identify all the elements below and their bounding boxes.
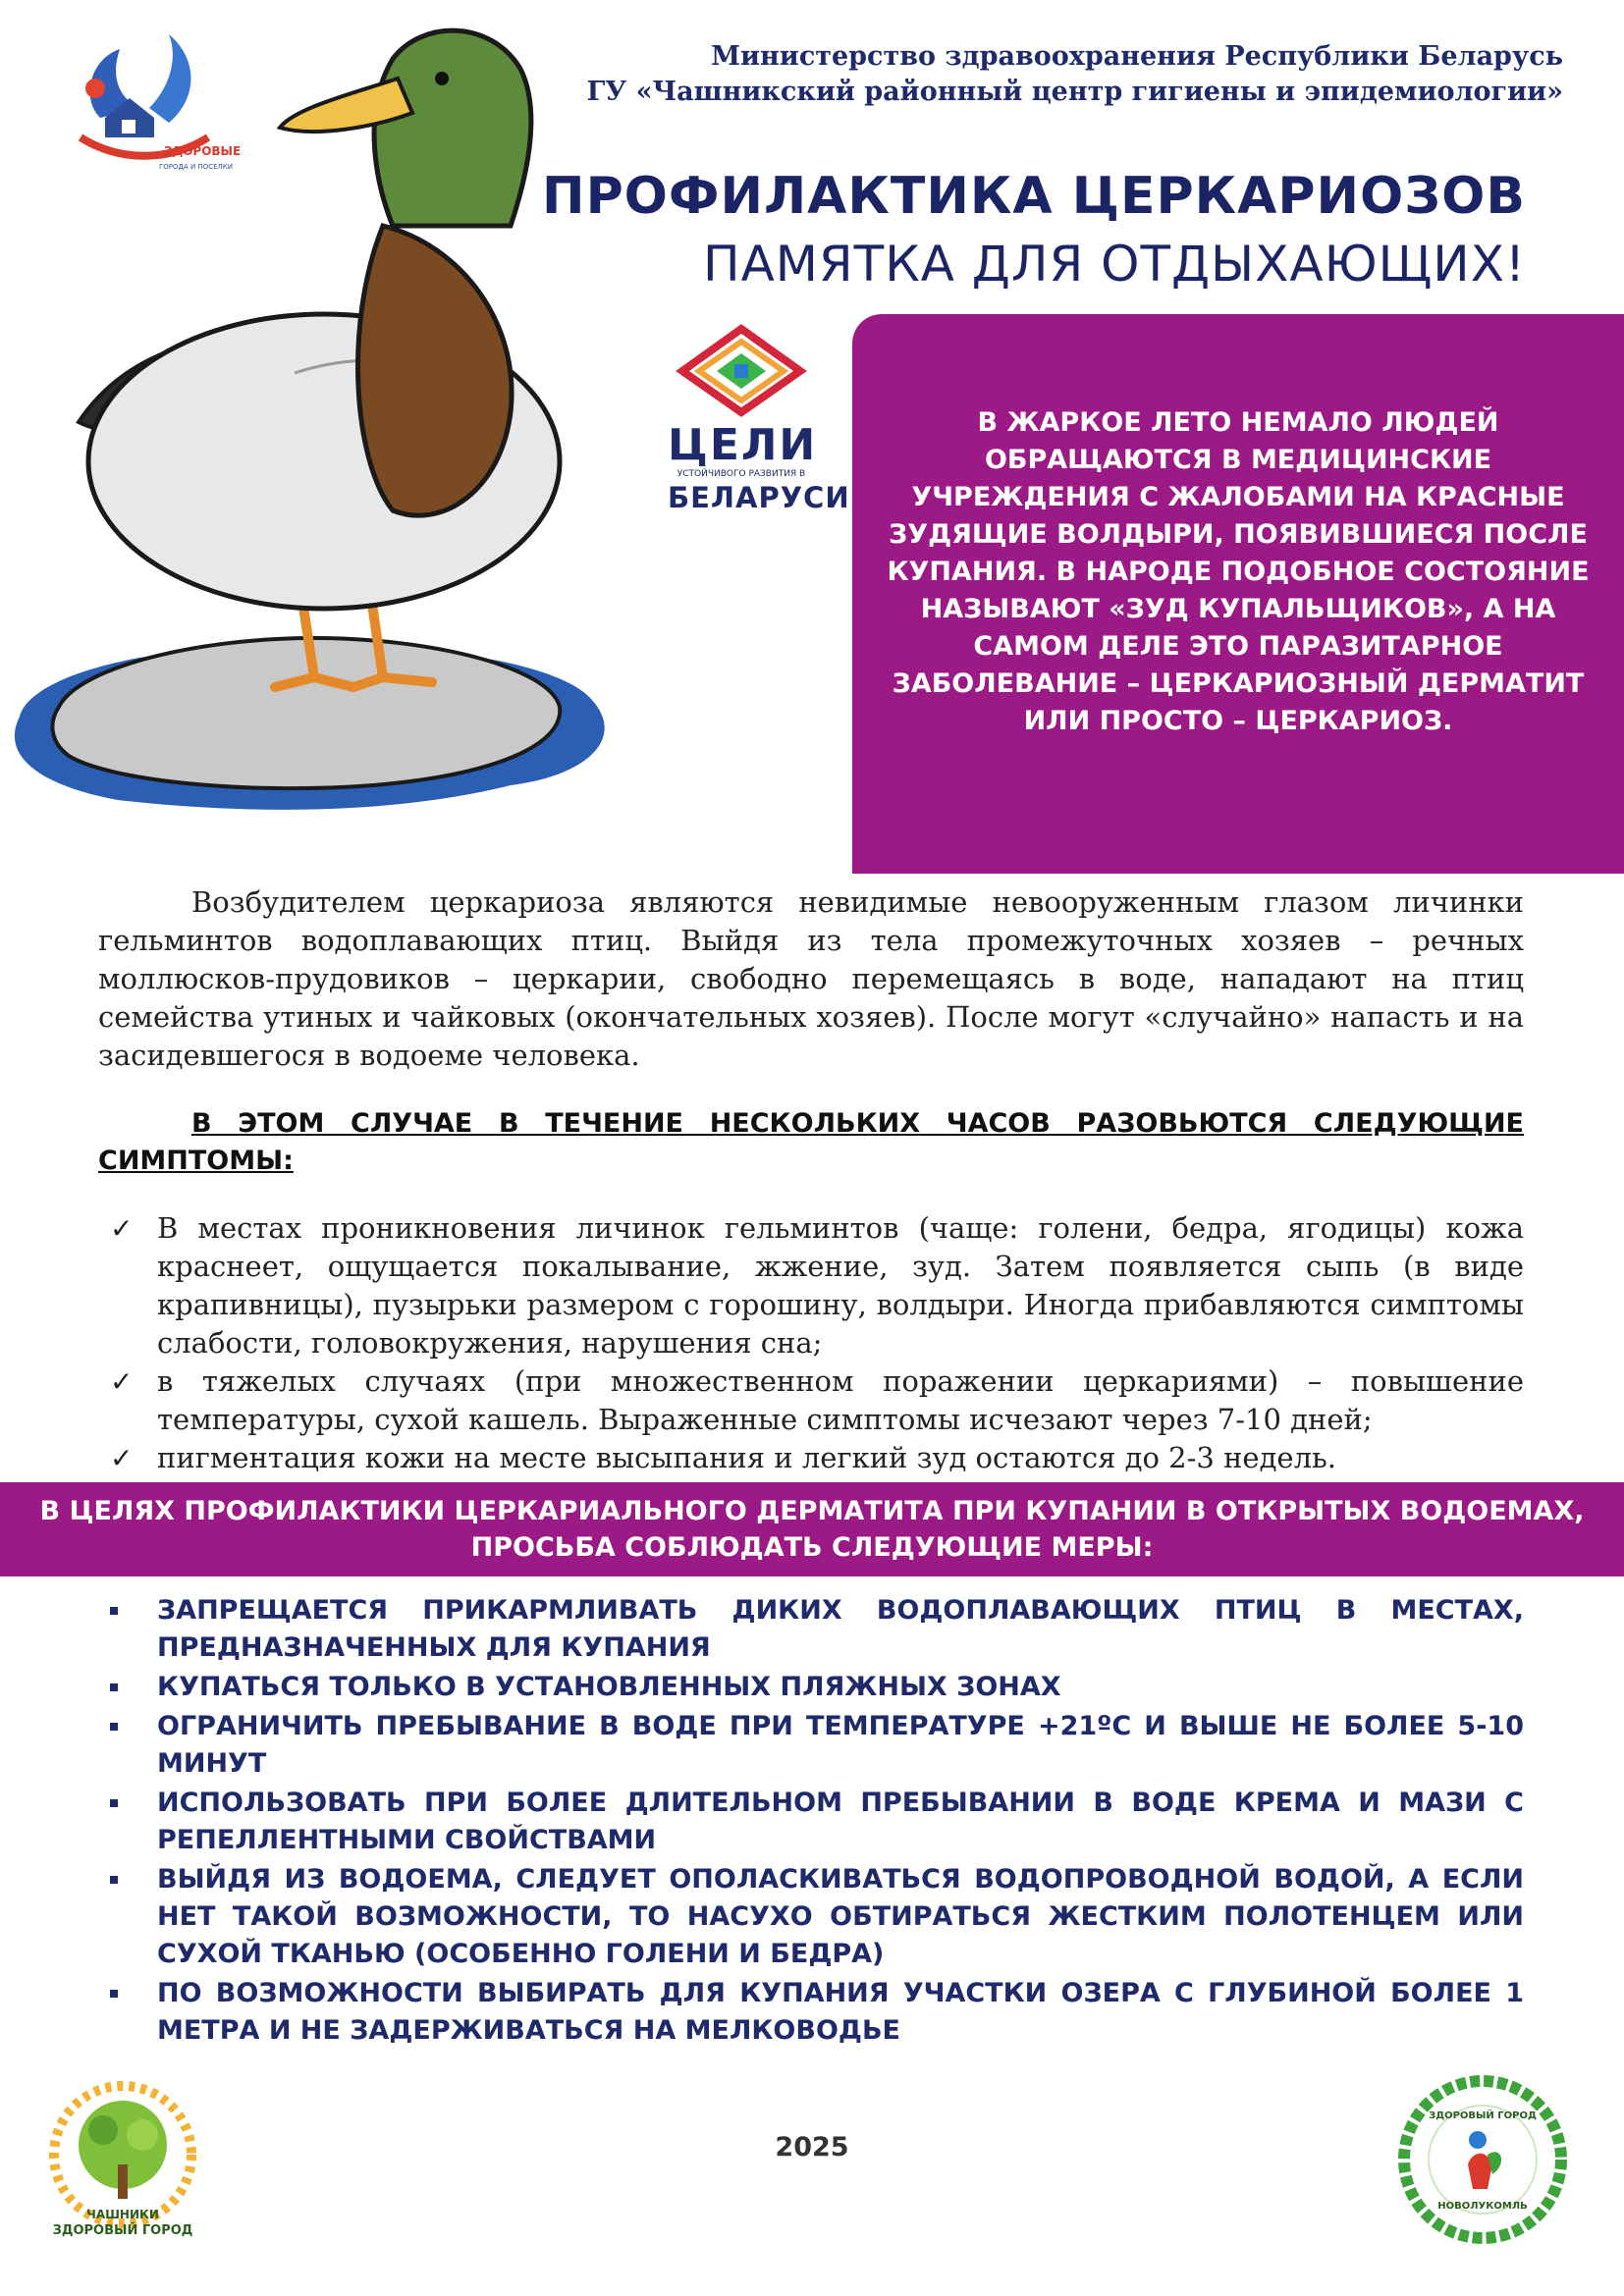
measure-text: ПО ВОЗМОЖНОСТИ ВЫБИРАТЬ ДЛЯ КУПАНИЯ УЧАСТКИ ОЗЕРА С ГЛУБИНОЙ БОЛЕЕ 1 МЕТРА И НЕ ЗАДЕРЖИВАТЬСЯ НА МЕЛКОВОДЬЕ bbox=[157, 1978, 1524, 2046]
list-item bbox=[98, 1975, 1524, 2050]
chashniki-logo-subtext: ЗДОРОВЫЙ ГОРОД bbox=[52, 2223, 193, 2238]
list-item bbox=[98, 1209, 1524, 1362]
healthy-cities-logo-subtext: ГОРОДА И ПОСЕЛКИ bbox=[159, 163, 234, 171]
intro-text: В ЖАРКОЕ ЛЕТО НЕМАЛО ЛЮДЕЙ ОБРАЩАЮТСЯ В МЕДИЦИНСКИЕ УЧРЕЖДЕНИЯ С ЖАЛОБАМИ НА КРАСНЫЕ ЗУДЯЩИЕ ВОЛДЫРИ, ПОЯВИВШИЕСЯ ПОСЛЕ КУПАНИЯ. В НАРОДЕ ПОДОБНОЕ СОСТОЯНИЕ НАЗЫВАЮТ «ЗУД КУПАЛЬЩИКОВ», А НА САМОМ ДЕЛЕ ЭТО ПАРАЗИТАРНОЕ ЗАБОЛЕВАНИЕ – ЦЕРКАРИОЗНЫЙ ДЕРМАТИТ ИЛИ ПРОСТО – ЦЕРКАРИОЗ. bbox=[887, 407, 1590, 736]
novolukoml-logo-text: ЗДОРОВЫЙ ГОРОД bbox=[1429, 2110, 1537, 2121]
checkmark-icon: ✓ bbox=[110, 1365, 134, 1398]
chashniki-logo-text: ЧАШНИКИ bbox=[86, 2208, 159, 2221]
list-item bbox=[98, 1669, 1524, 1706]
pathogen-paragraph bbox=[98, 883, 1524, 1075]
bullet-square-icon bbox=[110, 1876, 118, 1884]
sdg-logo-word: ЦЕЛИ bbox=[668, 420, 818, 470]
sdg-logo bbox=[668, 324, 850, 520]
prevention-banner-text: В ЦЕЛЯХ ПРОФИЛАКТИКИ ЦЕРКАРИАЛЬНОГО ДЕРМАТИТА ПРИ КУПАНИИ В ОТКРЫТЫХ ВОДОЕМАХ, ПРОСЬБА СОБЛЮДАТЬ СЛЕДУЮЩИЕ МЕРЫ: bbox=[39, 1496, 1585, 1563]
bullet-square-icon bbox=[110, 1723, 118, 1731]
symptoms-heading-text: В ЭТОМ СЛУЧАЕ В ТЕЧЕНИЕ НЕСКОЛЬКИХ ЧАСОВ РАЗОВЬЮТСЯ СЛЕДУЮЩИЕ СИМПТОМЫ: bbox=[98, 1108, 1524, 1176]
healthy-cities-logo-text: ЗДОРОВЫЕ bbox=[164, 144, 242, 158]
measure-text: ЗАПРЕЩАЕТСЯ ПРИКАРМЛИВАТЬ ДИКИХ ВОДОПЛАВАЮЩИХ ПТИЦ В МЕСТАХ, ПРЕДНАЗНАЧЕННЫХ ДЛЯ КУПАНИЯ bbox=[157, 1595, 1524, 1663]
year-label: 2025 bbox=[775, 2132, 849, 2163]
list-item bbox=[98, 1362, 1524, 1439]
measure-text: ВЫЙДЯ ИЗ ВОДОЕМА, СЛЕДУЕТ ОПОЛАСКИВАТЬСЯ ВОДОПРОВОДНОЙ ВОДОЙ, А ЕСЛИ НЕТ ТАКОЙ ВОЗМОЖНОСТИ, ТО НАСУХО ОБТИРАТЬСЯ ЖЕСТКИМ ПОЛОТЕНЦЕМ ИЛИ СУХОЙ ТКАНЬЮ (ОСОБЕННО ГОЛЕНИ И БЕДРА) bbox=[157, 1864, 1524, 1969]
intro-box bbox=[852, 314, 1624, 874]
sdg-logo-small: УСТОЙЧИВОГО РАЗВИТИЯ В bbox=[677, 469, 806, 479]
novolukoml-logo-subtext: НОВОЛУКОМЛЬ bbox=[1437, 2201, 1528, 2212]
pathogen-paragraph-text: Возбудителем церкариоза являются невидимые невооруженным глазом личинки гельминтов водоплавающих птиц. Выйдя из тела промежуточных хозяев – речных моллюсков-прудовиков – церкарии, свободно перемещаясь в воде, нападают на птиц семейства утиных и чайковых (окончательных хозяев). После могут «случайно» напасть и на засидевшегося в водоеме человека. bbox=[98, 885, 1524, 1072]
checkmark-icon: ✓ bbox=[110, 1442, 134, 1474]
bullet-square-icon bbox=[110, 1607, 118, 1615]
measure-text: КУПАТЬСЯ ТОЛЬКО В УСТАНОВЛЕННЫХ ПЛЯЖНЫХ ЗОНАХ bbox=[157, 1672, 1061, 1702]
sdg-ornament-icon bbox=[668, 324, 815, 417]
checkmark-icon: ✓ bbox=[110, 1212, 134, 1245]
bullet-square-icon bbox=[110, 1683, 118, 1691]
sdg-logo-country: БЕЛАРУСИ bbox=[668, 481, 850, 514]
ministry-header: Министерство здравоохранения Республики Беларусь bbox=[711, 41, 1563, 72]
page-subtitle: ПАМЯТКА ДЛЯ ОТДЫХАЮЩИХ! bbox=[702, 236, 1526, 293]
list-item bbox=[98, 1439, 1524, 1477]
symptoms-list bbox=[98, 1209, 1524, 1477]
symptom-text: В местах проникновения личинок гельминтов (чаще: голени, бедра, ягодицы) кожа краснеет, ощущается покалывание, жжение, зуд. Затем появляется сыпь (в виде крапивницы), пузырьки размером с горошину, волдыри. Иногда прибавляются симптомы слабости, головокружения, нарушения сна; bbox=[157, 1211, 1524, 1360]
measure-text: ИСПОЛЬЗОВАТЬ ПРИ БОЛЕЕ ДЛИТЕЛЬНОМ ПРЕБЫВАНИИ В ВОДЕ КРЕМА И МАЗИ С РЕПЕЛЛЕНТНЫМИ СВОЙСТВАМИ bbox=[157, 1788, 1524, 1855]
list-item bbox=[98, 1861, 1524, 1973]
list-item bbox=[98, 1708, 1524, 1783]
bullet-square-icon bbox=[110, 1799, 118, 1807]
bullet-square-icon bbox=[110, 1990, 118, 1998]
prevention-banner bbox=[0, 1482, 1624, 1576]
page-title: ПРОФИЛАКТИКА ЦЕРКАРИОЗОВ bbox=[542, 167, 1526, 226]
healthy-cities-logo bbox=[61, 29, 242, 177]
list-item bbox=[98, 1785, 1524, 1859]
list-item bbox=[98, 1592, 1524, 1667]
center-header: ГУ «Чашникский районный центр гигиены и эпидемиологии» bbox=[586, 77, 1563, 107]
symptoms-heading bbox=[98, 1105, 1524, 1180]
symptom-text: пигментация кожи на месте высыпания и легкий зуд остаются до 2-3 недель. bbox=[157, 1441, 1337, 1474]
measure-text: ОГРАНИЧИТЬ ПРЕБЫВАНИЕ В ВОДЕ ПРИ ТЕМПЕРАТУРЕ +21ºС И ВЫШЕ НЕ БОЛЕЕ 5-10 МИНУТ bbox=[157, 1711, 1524, 1779]
symptom-text: в тяжелых случаях (при множественном поражении церкариями) – повышение температуры, сухой кашель. Выраженные симптомы исчезают через 7-10 дней; bbox=[157, 1364, 1524, 1436]
prevention-list bbox=[98, 1592, 1524, 2052]
